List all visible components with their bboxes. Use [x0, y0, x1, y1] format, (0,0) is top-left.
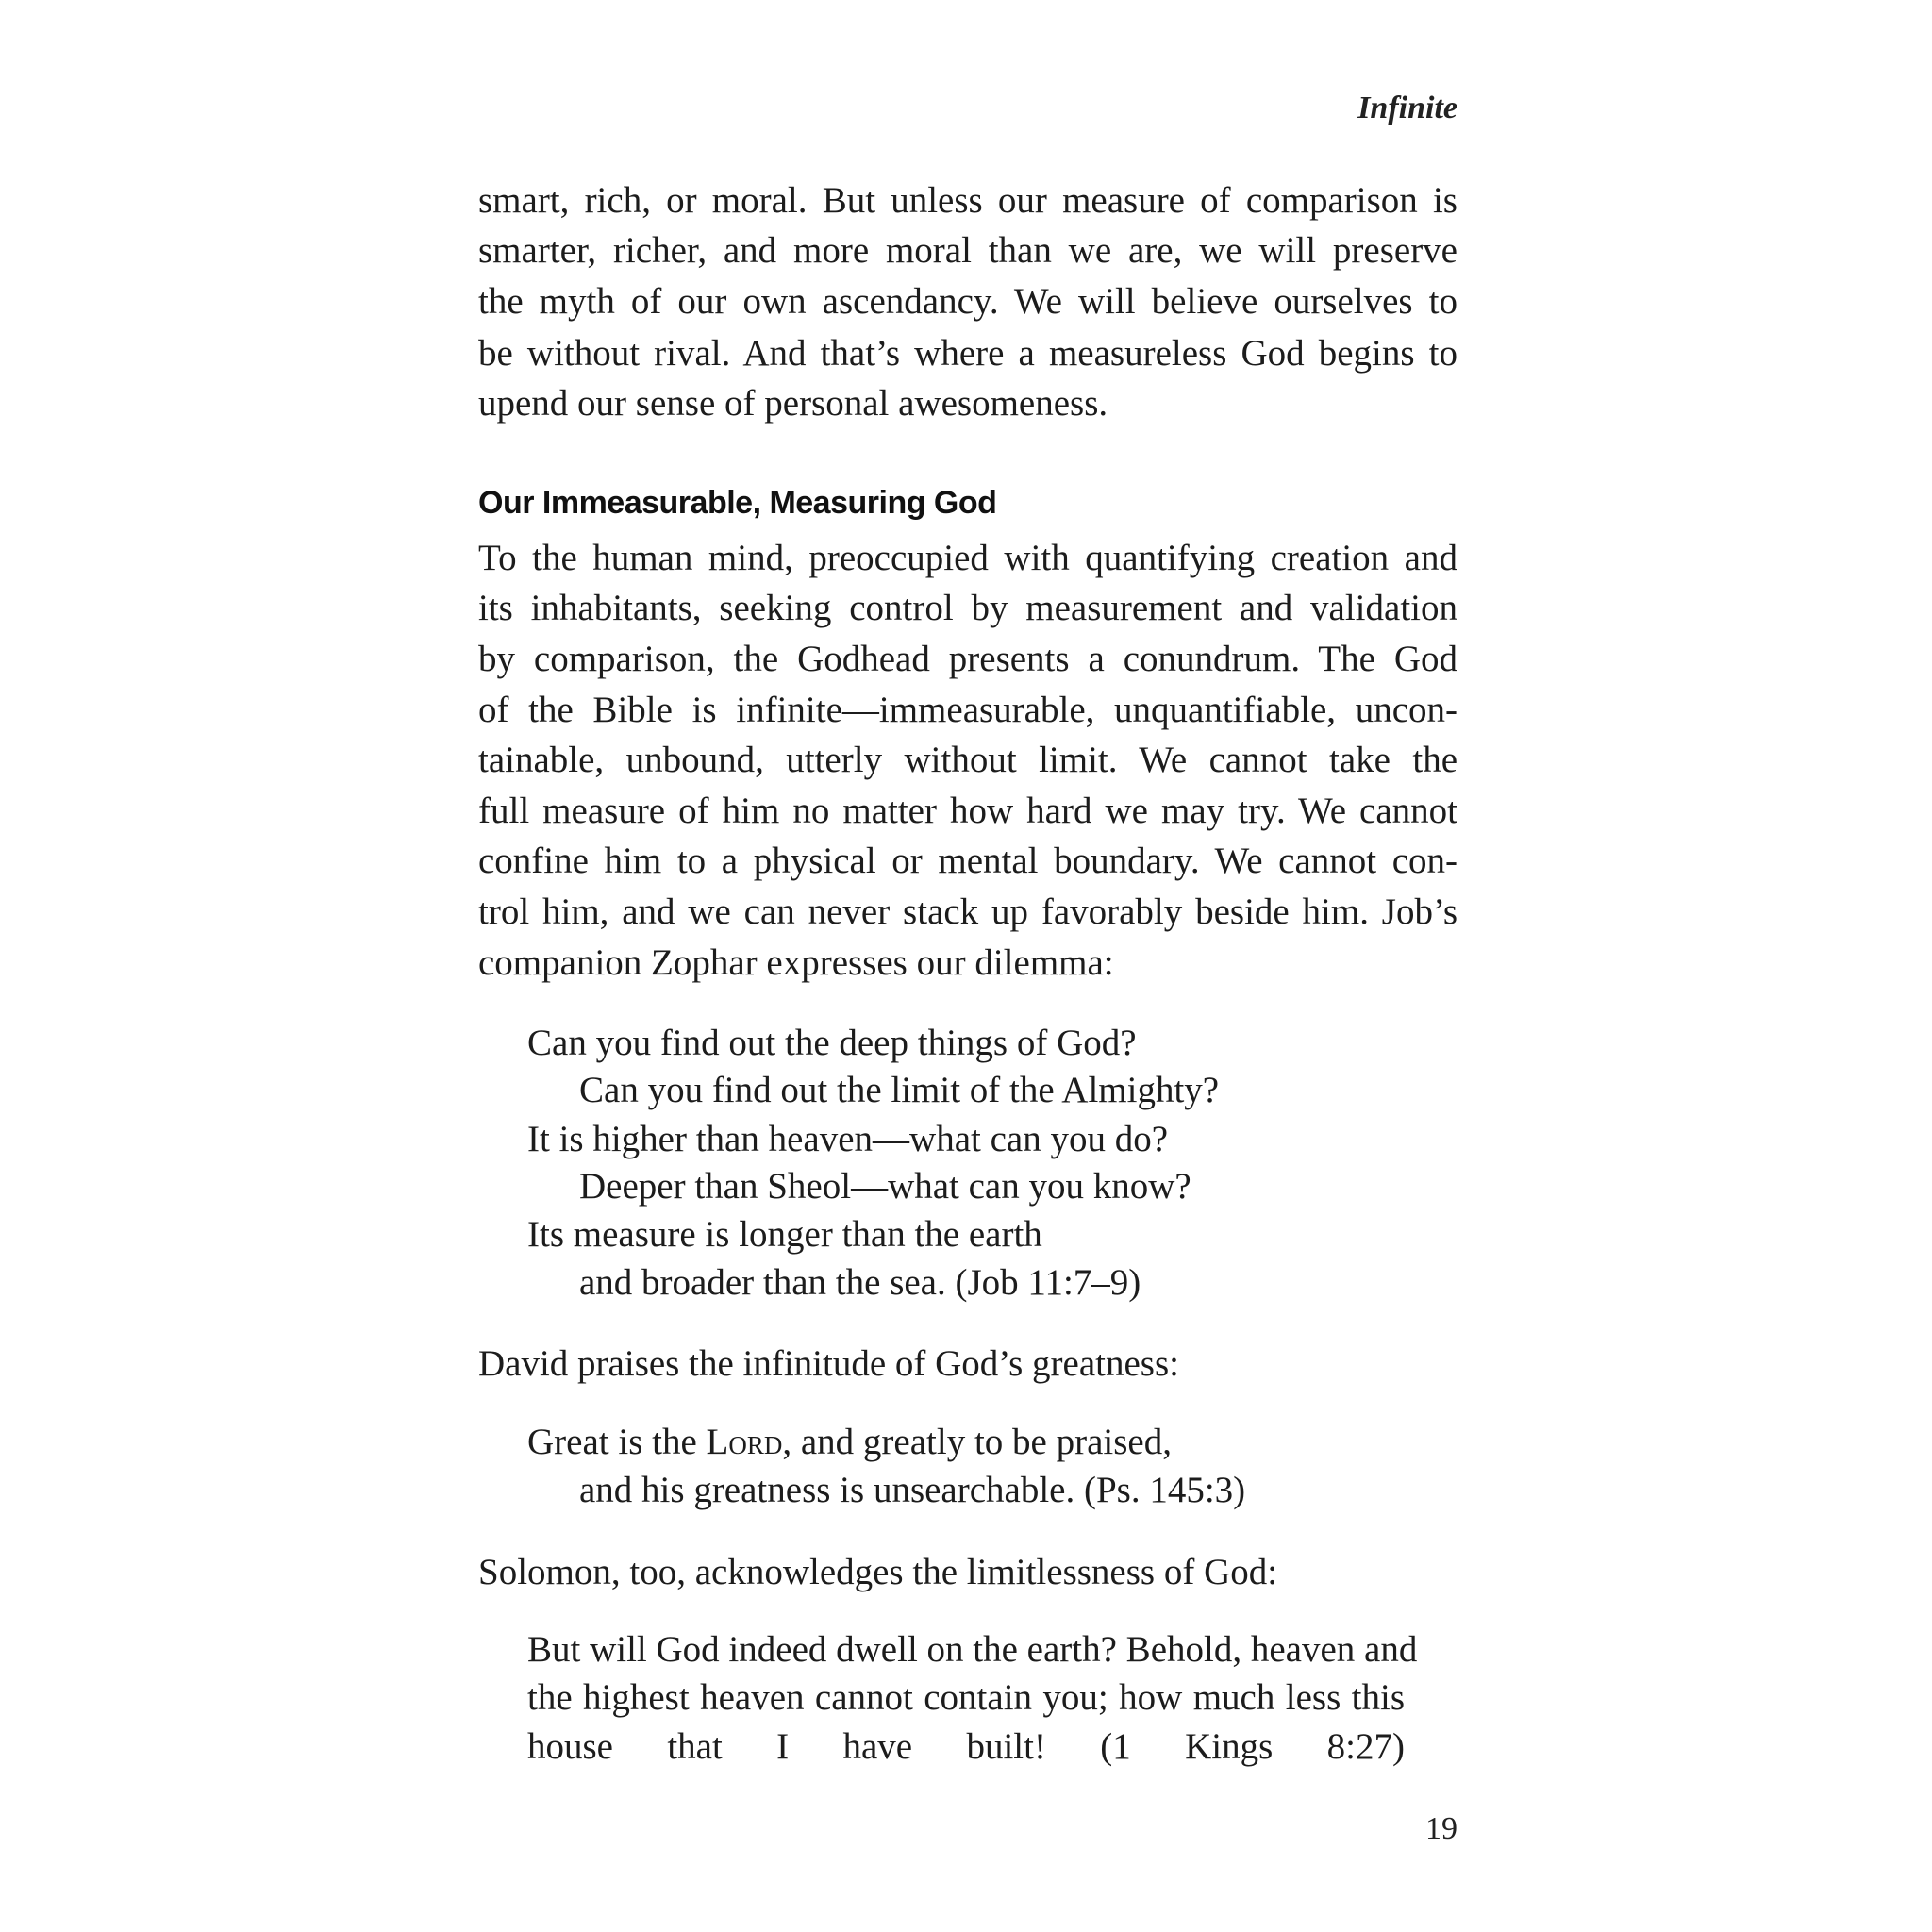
- text-line: of the Bible is infinite—immeasurable, unquantifiable, uncon-: [478, 690, 1457, 730]
- text-line: confine him to a physical or mental boundary. We cannot con-: [478, 841, 1457, 881]
- verse-line: and broader than the sea. (Job 11:7–9): [579, 1262, 1141, 1303]
- text-line: by comparison, the Godhead presents a conundrum. The God: [478, 639, 1457, 679]
- verse-line: Can you find out the limit of the Almighty?: [579, 1070, 1220, 1110]
- section-heading: Our Immeasurable, Measuring God: [478, 485, 997, 521]
- text-line: the myth of our own ascendancy. We will believe ourselves to: [478, 281, 1457, 322]
- verse-line: [527, 1420, 1172, 1465]
- verse-line: It is higher than heaven—what can you do?: [527, 1119, 1169, 1159]
- text-line: To the human mind, preoccupied with quantifying creation and: [478, 538, 1457, 578]
- page-number: 19: [1425, 1811, 1457, 1846]
- text-line: companion Zophar expresses our dilemma:: [478, 942, 1114, 983]
- verse-line: Its measure is longer than the earth: [527, 1214, 1042, 1255]
- quote-line: house that I have built! (1 Kings 8:27): [527, 1726, 1405, 1767]
- quote-line: the highest heaven cannot contain you; how much less this: [527, 1677, 1405, 1718]
- intro-david: David praises the infinitude of God’s greatness:: [478, 1343, 1179, 1384]
- small-caps-lord: Lord: [706, 1422, 783, 1462]
- running-head: Infinite: [1357, 91, 1457, 125]
- text-line: its inhabitants, seeking control by measurement and validation: [478, 588, 1457, 628]
- text-line: smarter, richer, and more moral than we are, we will preserve: [478, 230, 1457, 271]
- verse-line: Deeper than Sheol—what can you know?: [579, 1166, 1191, 1207]
- quote-line: But will God indeed dwell on the earth? Behold, heaven and: [527, 1629, 1418, 1670]
- intro-solomon: Solomon, too, acknowledges the limitlessness of God:: [478, 1552, 1278, 1592]
- verse-text: Great is the: [527, 1422, 707, 1462]
- text-line: tainable, unbound, utterly without limit. We cannot take the: [478, 740, 1457, 780]
- text-line: be without rival. And that’s where a measureless God begins to: [478, 333, 1457, 374]
- verse-text: , and greatly to be praised,: [782, 1422, 1172, 1462]
- text-line: full measure of him no matter how hard we may try. We cannot: [478, 791, 1457, 831]
- text-line: upend our sense of personal awesomeness.: [478, 383, 1108, 424]
- verse-line: Can you find out the deep things of God?: [527, 1023, 1137, 1063]
- verse-line: and his greatness is unsearchable. (Ps. 145:3): [579, 1470, 1246, 1510]
- text-line: trol him, and we can never stack up favorably beside him. Job’s: [478, 891, 1457, 932]
- text-line: smart, rich, or moral. But unless our measure of comparison is: [478, 180, 1457, 221]
